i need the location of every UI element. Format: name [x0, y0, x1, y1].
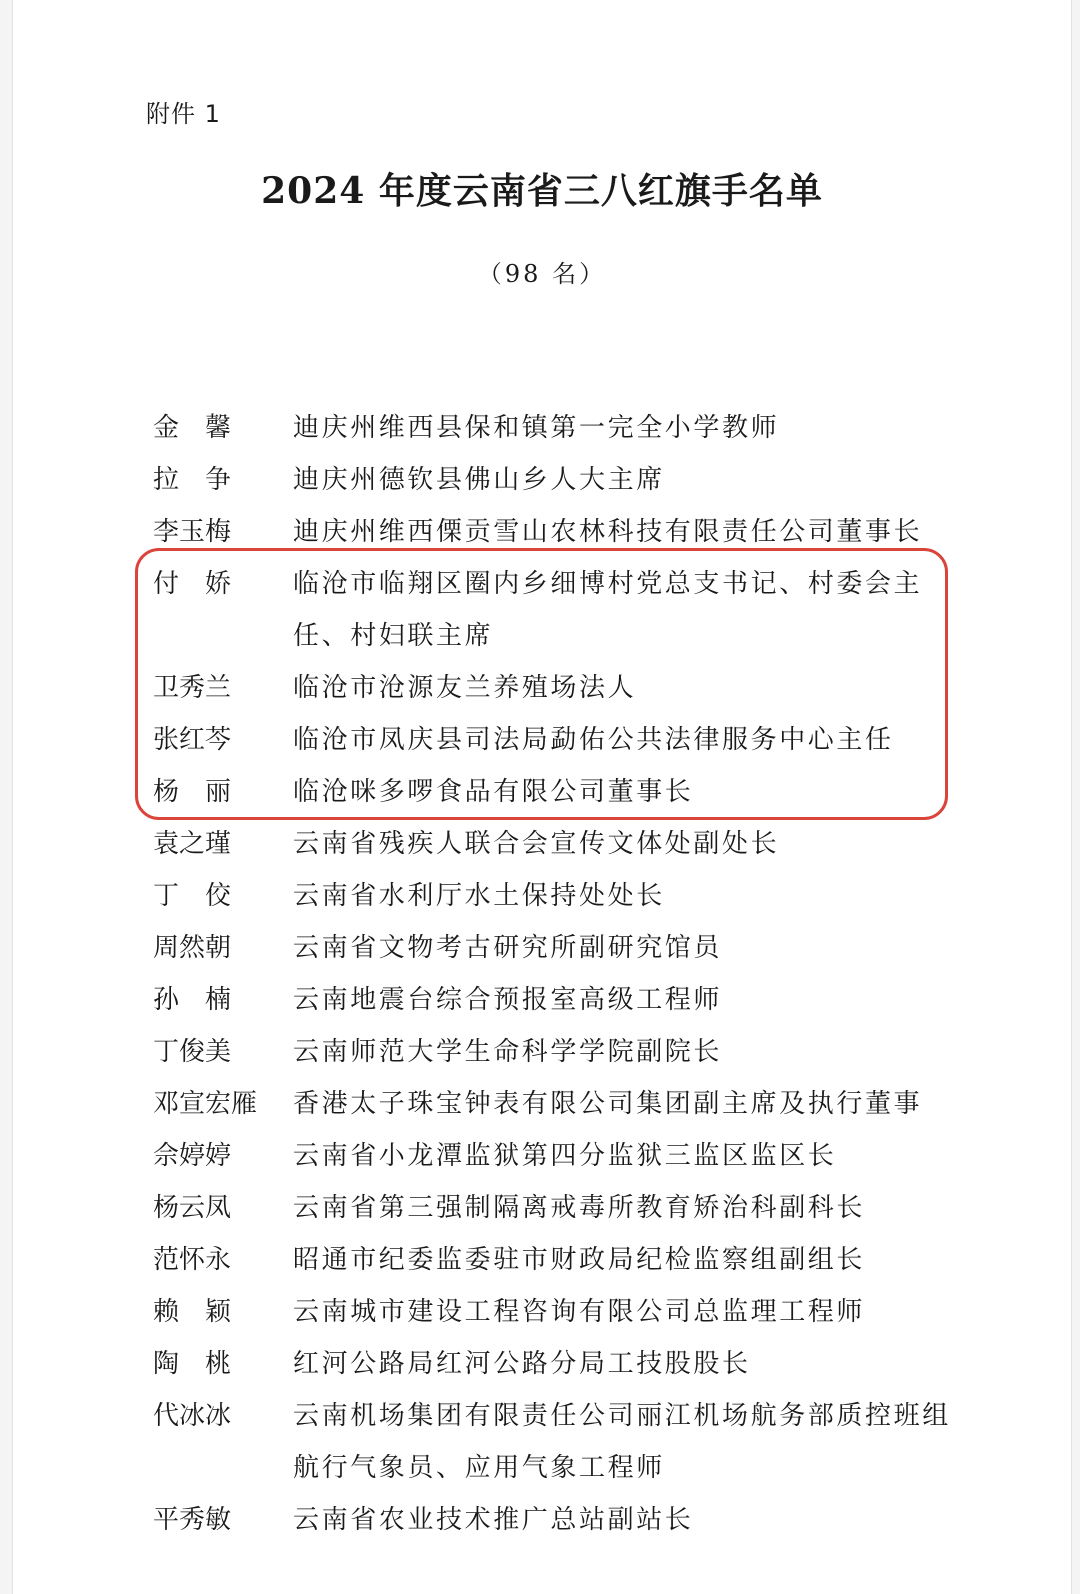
honoree-name: 孙 楠: [153, 985, 232, 1015]
honoree-position: 临沧市凤庆县司法局勐佑公共法律服务中心主任: [293, 725, 894, 755]
page-title: 2024 年度云南省三八红旗手名单: [261, 170, 823, 212]
honoree-name: 李玉梅: [153, 517, 232, 547]
document-page: [12, 0, 1072, 1594]
highlight-box: [135, 548, 948, 820]
honoree-position: 云南师范大学生命科学学院副院长: [293, 1037, 723, 1067]
attachment-label: 附件 1: [146, 100, 221, 128]
honoree-position: 临沧市临翔区圈内乡细博村党总支书记、村委会主任、村妇联主席: [293, 569, 923, 651]
honoree-position: 迪庆州维西傈贡雪山农林科技有限责任公司董事长: [293, 517, 923, 547]
honoree-name: 金 馨: [153, 413, 232, 443]
honoree-position: 红河公路局红河公路分局工技股股长: [293, 1349, 751, 1379]
honoree-name: 陶 桃: [153, 1349, 232, 1379]
honoree-name: 范怀永: [153, 1245, 232, 1275]
honoree-position: 云南省第三强制隔离戒毒所教育矫治科副科长: [293, 1193, 866, 1223]
honoree-name: 杨 丽: [153, 777, 232, 807]
honoree-position: 云南城市建设工程咨询有限公司总监理工程师: [293, 1297, 866, 1327]
honoree-name: 周然朝: [153, 933, 232, 963]
honoree-position: 临沧市沧源友兰养殖场法人: [293, 673, 637, 703]
honoree-name: 代冰冰: [153, 1401, 232, 1431]
honoree-position: 临沧咪多啰食品有限公司董事长: [293, 777, 694, 807]
honoree-position: 云南省水利厅水土保持处处长: [293, 881, 665, 911]
honoree-name: 杨云凤: [153, 1193, 232, 1223]
honoree-position: 迪庆州德钦县佛山乡人大主席: [293, 465, 665, 495]
honoree-position: 云南地震台综合预报室高级工程师: [293, 985, 723, 1015]
honoree-name: 袁之瑾: [153, 829, 232, 859]
honoree-name: 丁俊美: [153, 1037, 232, 1067]
honoree-position: 迪庆州维西县保和镇第一完全小学教师: [293, 413, 780, 443]
honoree-name: 丁 佼: [153, 881, 232, 911]
honoree-position: 云南机场集团有限责任公司丽江机场航务部质控班组航行气象员、应用气象工程师: [293, 1401, 951, 1483]
count-note: （98 名）: [477, 260, 607, 288]
honoree-name: 拉 争: [153, 465, 232, 495]
honoree-position: 云南省文物考古研究所副研究馆员: [293, 933, 723, 963]
honoree-position: 云南省小龙潭监狱第四分监狱三监区监区长: [293, 1141, 837, 1171]
honoree-name: 赖 颖: [153, 1297, 232, 1327]
honoree-position: 云南省农业技术推广总站副站长: [293, 1505, 694, 1535]
honoree-name: 张红芩: [153, 725, 232, 755]
honoree-name: 佘婷婷: [153, 1141, 232, 1171]
honoree-name: 卫秀兰: [153, 673, 232, 703]
honoree-position: 香港太子珠宝钟表有限公司集团副主席及执行董事: [293, 1089, 923, 1119]
honoree-name: 邓宣宏雁: [153, 1089, 258, 1119]
honoree-name: 付 娇: [153, 569, 232, 599]
honoree-position: 云南省残疾人联合会宣传文体处副处长: [293, 829, 780, 859]
honoree-name: 平秀敏: [153, 1505, 232, 1535]
honoree-position: 昭通市纪委监委驻市财政局纪检监察组副组长: [293, 1245, 866, 1275]
